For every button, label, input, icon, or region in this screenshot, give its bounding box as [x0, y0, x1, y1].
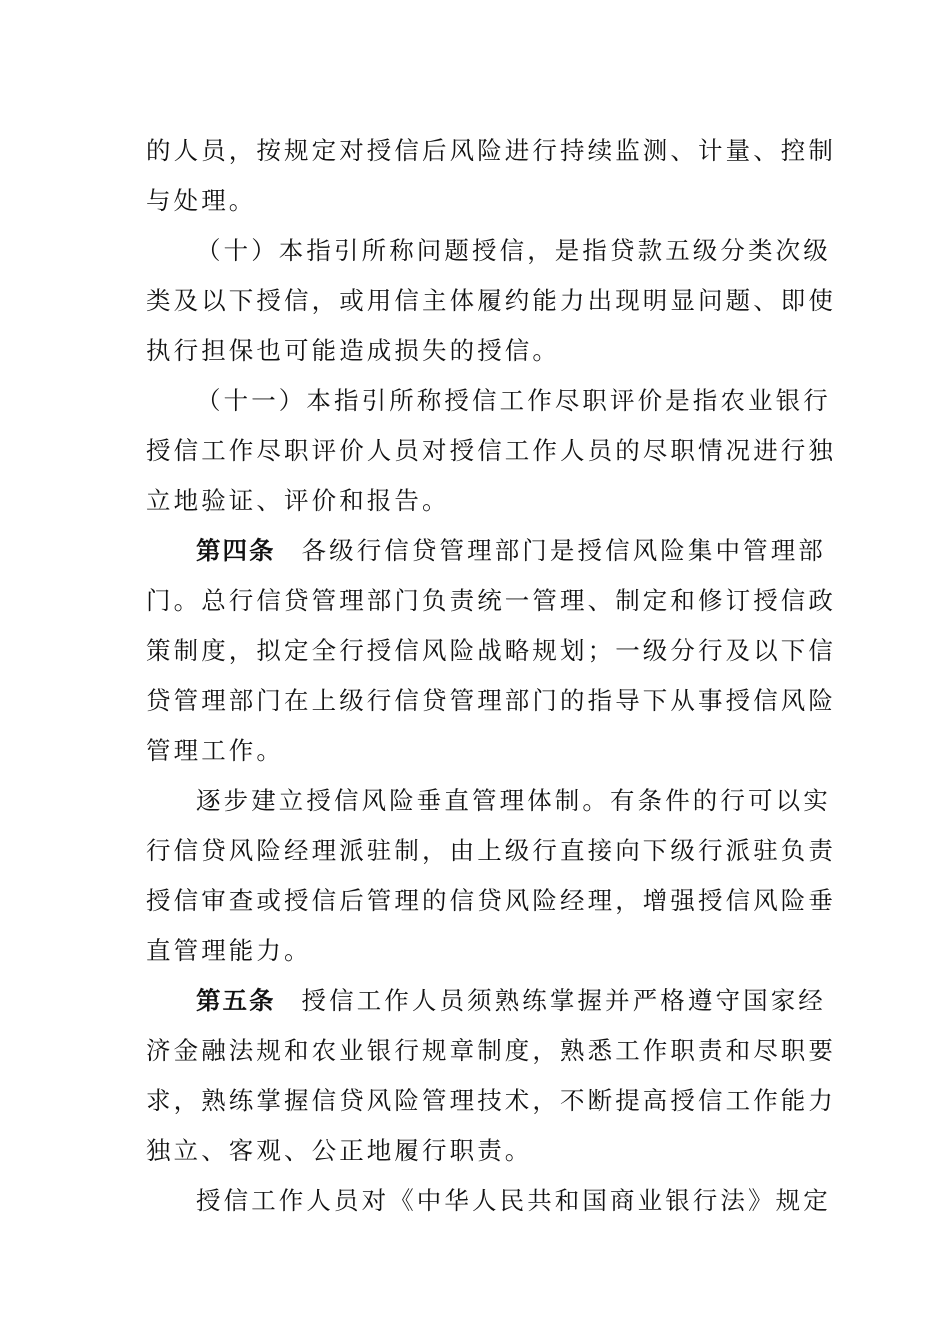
text-line: 授信工作人员对《中华人民共和国商业银行法》规定 [196, 1186, 831, 1215]
article-text: 各级行信贷管理部门是授信风险集中管理部 [301, 536, 826, 565]
text-line: 逐步建立授信风险垂直管理体制。有条件的行可以实 [196, 786, 831, 815]
text-line: 直管理能力。 [146, 936, 312, 965]
text-line [146, 526, 826, 576]
text-line: 的人员，按规定对授信后风险进行持续监测、计量、控制 [146, 136, 836, 165]
text-line: 贷管理部门在上级行信贷管理部门的指导下从事授信风险 [146, 686, 836, 715]
paragraph-item-11 [146, 376, 836, 526]
article-number: 第五条 [196, 986, 276, 1015]
text-line: （十）本指引所称问题授信，是指贷款五级分类次级 [196, 236, 831, 265]
text-line: 行信贷风险经理派驻制，由上级行直接向下级行派驻负责 [146, 836, 836, 865]
article-5 [146, 976, 836, 1176]
paragraph-continuation [146, 126, 836, 226]
article-4 [146, 526, 836, 776]
text-line: 授信审查或授信后管理的信贷风险经理，增强授信风险垂 [146, 886, 836, 915]
text-line: （十一）本指引所称授信工作尽职评价是指农业银行 [196, 386, 831, 415]
text-line: 授信工作尽职评价人员对授信工作人员的尽职情况进行独 [146, 436, 836, 465]
text-line: 类及以下授信，或用信主体履约能力出现明显问题、即使 [146, 286, 836, 315]
article-text: 授信工作人员须熟练掌握并严格遵守国家经 [301, 986, 826, 1015]
text-line: 管理工作。 [146, 736, 284, 765]
document-body [146, 126, 836, 1226]
paragraph-item-10 [146, 226, 836, 376]
text-line [146, 976, 826, 1026]
paragraph-vertical-management [146, 776, 836, 976]
text-line: 求，熟练掌握信贷风险管理技术，不断提高授信工作能力 [146, 1086, 836, 1115]
text-line: 策制度，拟定全行授信风险战略规划；一级分行及以下信 [146, 636, 836, 665]
text-line: 门。总行信贷管理部门负责统一管理、制定和修订授信政 [146, 586, 836, 615]
text-line: 济金融法规和农业银行规章制度，熟悉工作职责和尽职要 [146, 1036, 836, 1065]
article-number: 第四条 [196, 536, 276, 565]
text-line: 执行担保也可能造成损失的授信。 [146, 336, 560, 365]
text-line: 独立、客观、公正地履行职责。 [146, 1136, 533, 1165]
text-line: 与处理。 [146, 186, 257, 215]
paragraph-commercial-bank-law [146, 1176, 831, 1226]
text-line: 立地验证、评价和报告。 [146, 486, 450, 515]
